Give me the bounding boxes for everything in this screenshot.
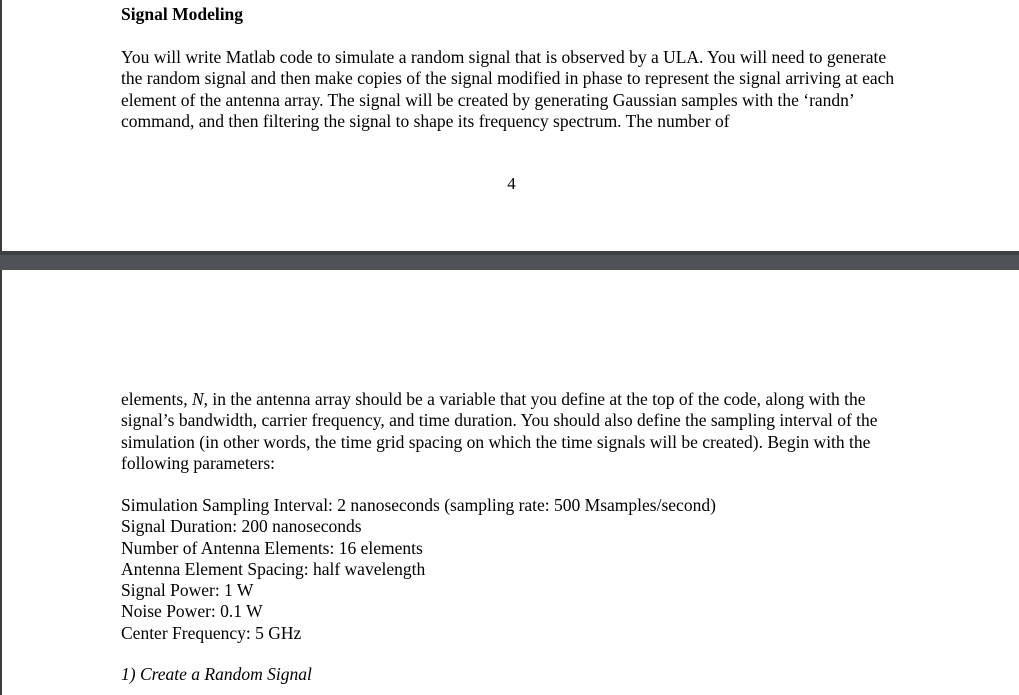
- pdf-page-4: [0, 0, 1019, 251]
- parameter-item: Number of Antenna Elements: 16 elements: [121, 537, 423, 558]
- subsection-title: 1) Create a Random Signal: [121, 664, 312, 684]
- page-separator: [0, 251, 1019, 270]
- parameter-item: Signal Power: 1 W: [121, 580, 254, 601]
- body-paragraph: You will write Matlab code to simulate a random signal that is observed by a ULA. You will need to generate the random signal and then make copies of the signal modified in phase to represent the signal arriving at each element of the antenna array. The signal will be created by generating Gaussian samples with the ‘randn’ command, and then filtering the signal to shape its frequency spectrum. The number of: [121, 47, 895, 131]
- body-paragraph-continued: [121, 389, 921, 474]
- parameter-item: Antenna Element Spacing: half wavelength: [121, 558, 426, 579]
- variable-n: N: [191, 389, 204, 409]
- page-number: 4: [507, 174, 516, 193]
- parameter-item: Signal Duration: 200 nanoseconds: [121, 516, 362, 537]
- parameter-item: Simulation Sampling Interval: 2 nanoseconds (sampling rate: 500 Msamples/second): [121, 495, 716, 515]
- paragraph-text-start: elements,: [121, 389, 192, 409]
- parameter-item: Noise Power: 0.1 W: [121, 601, 263, 622]
- parameter-item: Center Frequency: 5 GHz: [121, 622, 302, 643]
- pdf-page-5: [0, 270, 1019, 695]
- paragraph-text-rest: , in the antenna array should be a variable that you define at the top of the code, along with the signal’s bandwidth, carrier frequency, and time duration. You should also define the sampling interval of the simulation (in other words, the time grid spacing on which the time signals will be created). Begin with the following parameters:: [121, 389, 878, 473]
- section-heading: Signal Modeling: [121, 4, 244, 24]
- parameter-list: [121, 495, 716, 644]
